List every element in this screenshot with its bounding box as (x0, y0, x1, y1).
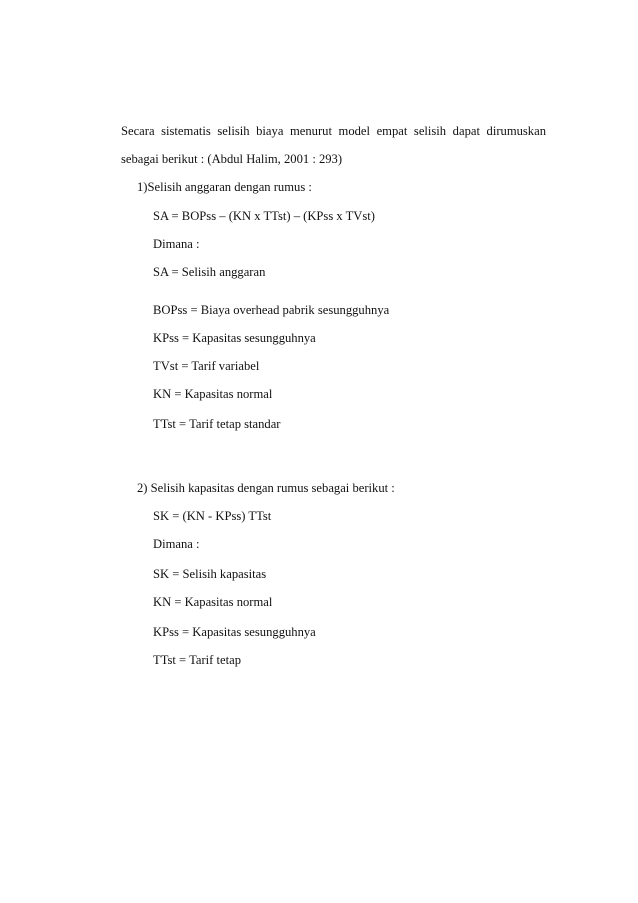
intro-line-1: Secara sistematis selisih biaya menurut model empat selisih dapat dirumuskan (121, 124, 546, 138)
section-1-item: KN = Kapasitas normal (153, 387, 273, 401)
section-1-item: KPss = Kapasitas sesungguhnya (153, 331, 316, 345)
section-1-item: TVst = Tarif variabel (153, 359, 260, 373)
section-1-item: TTst = Tarif tetap standar (153, 417, 281, 431)
section-1-item: SA = Selisih anggaran (153, 265, 266, 279)
section-2-formula: SK = (KN - KPss) TTst (153, 509, 272, 523)
section-1-formula: SA = BOPss – (KN x TTst) – (KPss x TVst) (153, 209, 375, 223)
section-2-heading: 2) Selisih kapasitas dengan rumus sebagai berikut : (137, 481, 395, 495)
section-1-item: BOPss = Biaya overhead pabrik sesungguhnya (153, 303, 390, 317)
section-1-dimana: Dimana : (153, 237, 200, 251)
section-1-heading: 1)Selisih anggaran dengan rumus : (137, 180, 312, 194)
section-2-item: KPss = Kapasitas sesungguhnya (153, 625, 316, 639)
section-2-item: TTst = Tarif tetap (153, 653, 241, 667)
section-2-dimana: Dimana : (153, 537, 200, 551)
intro-line-2: sebagai berikut : (Abdul Halim, 2001 : 293) (121, 152, 343, 166)
section-2-item: KN = Kapasitas normal (153, 595, 273, 609)
section-2-item: SK = Selisih kapasitas (153, 567, 267, 581)
